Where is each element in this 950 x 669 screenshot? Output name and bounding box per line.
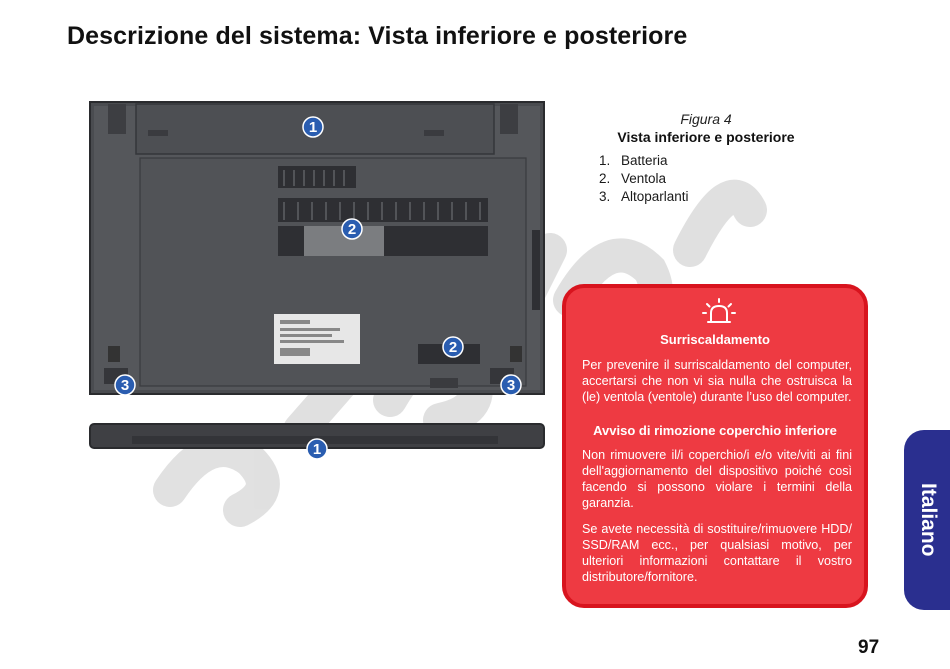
language-tab-label: Italiano [917, 483, 940, 557]
legend-label: Ventola [621, 171, 667, 186]
legend-item [599, 189, 689, 207]
legend-item [599, 153, 689, 171]
legend-label: Batteria [621, 153, 668, 168]
callout-fan-1 [342, 219, 362, 239]
callout-label: 1 [312, 441, 322, 458]
callout-speaker-left [115, 375, 135, 395]
page-number: 97 [858, 637, 880, 658]
callout-label: 3 [506, 377, 516, 394]
overheating-heading: Surriscaldamento [660, 332, 770, 347]
legend-item [599, 171, 689, 189]
callout-fan-2 [443, 337, 463, 357]
callout-label: 2 [448, 339, 458, 356]
callout-battery-rear [307, 439, 327, 459]
legend-number: 2. [599, 171, 611, 186]
cover-removal-text: Non rimuovere il/i coperchio/i e/o vite/viti ai fini dell'aggiornamento del dispositivo poiché così facendo si possono violare i termini della garanzia. [582, 448, 852, 510]
figure-caption [596, 111, 816, 145]
legend-number: 3. [599, 189, 611, 204]
warning-box [562, 284, 868, 608]
laptop-bottom-rear-view [88, 100, 546, 460]
callout-label: 1 [308, 119, 318, 136]
cover-removal-heading: Avviso di rimozione coperchio inferiore [593, 423, 837, 438]
overheat-alarm-icon [702, 298, 736, 326]
callout-label: 2 [347, 221, 357, 238]
callout-label: 3 [120, 377, 130, 394]
legend-label: Altoparlanti [621, 189, 689, 204]
figure-legend [599, 153, 689, 207]
legend-number: 1. [599, 153, 611, 168]
overheating-text: Per prevenire il surriscaldamento del computer, accertarsi che non vi sia nulla che ostruisca la (le) ventola (ventole) durante l’uso del computer. [582, 358, 852, 404]
page-title: Descrizione del sistema: Vista inferiore e posteriore [67, 22, 688, 50]
figure-number: Figura 4 [680, 111, 732, 127]
contact-distributor-text: Se avete necessità di sostituire/rimuovere HDD/ SSD/RAM ecc., per qualsiasi motivo, per ulteriori informazioni contattare il vostro distributore/fornitore. [582, 522, 852, 584]
callout-speaker-right [501, 375, 521, 395]
figure-title: Vista inferiore e posteriore [617, 129, 795, 145]
callout-battery-bottom [303, 117, 323, 137]
